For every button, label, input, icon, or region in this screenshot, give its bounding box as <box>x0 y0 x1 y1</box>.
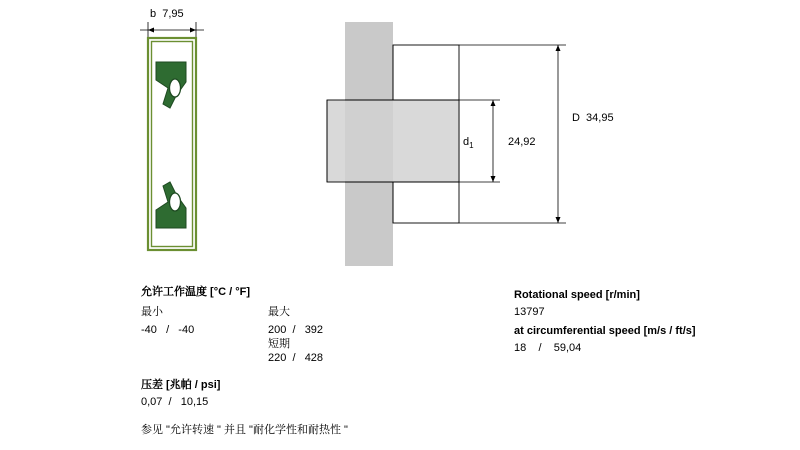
inner-diameter-value: 24,92 <box>508 136 536 148</box>
outer-diameter-label: D 34,95 <box>572 112 614 124</box>
temperature-heading: 允许工作温度 [°C / °F] <box>141 286 251 298</box>
temperature-short-term-label: 短期 <box>268 338 290 350</box>
footnote: 参见 "允许转速 " 并且 "耐化学性和耐热性 " <box>141 424 348 436</box>
pressure-values: 0,07 / 10,15 <box>141 396 209 408</box>
inner-diameter-symbol-text: d <box>463 136 470 148</box>
rotational-speed-heading: Rotational speed [r/min] <box>514 289 640 301</box>
width-dimension <box>140 22 204 38</box>
circumferential-speed-value: 18 / 59,04 <box>514 342 582 354</box>
circumferential-speed-heading: at circumferential speed [m/s / ft/s] <box>514 325 696 337</box>
temperature-min-label: 最小 <box>141 306 163 318</box>
inner-diameter-symbol <box>463 136 474 150</box>
seal-cross-section <box>140 22 204 250</box>
temperature-max-values: 200 / 392 <box>268 324 324 336</box>
temperature-max-label: 最大 <box>268 306 290 318</box>
rotational-speed-value: 13797 <box>514 306 545 318</box>
outer-diameter-dimension <box>459 45 566 223</box>
temperature-min-values: -40 / -40 <box>141 324 195 336</box>
inner-diameter-subscript: 1 <box>469 141 474 151</box>
temperature-short-term-values: 220 / 428 <box>268 352 324 364</box>
pressure-heading: 压差 [兆帕 / psi] <box>141 379 221 391</box>
width-dimension-label: b 7,95 <box>150 8 184 20</box>
